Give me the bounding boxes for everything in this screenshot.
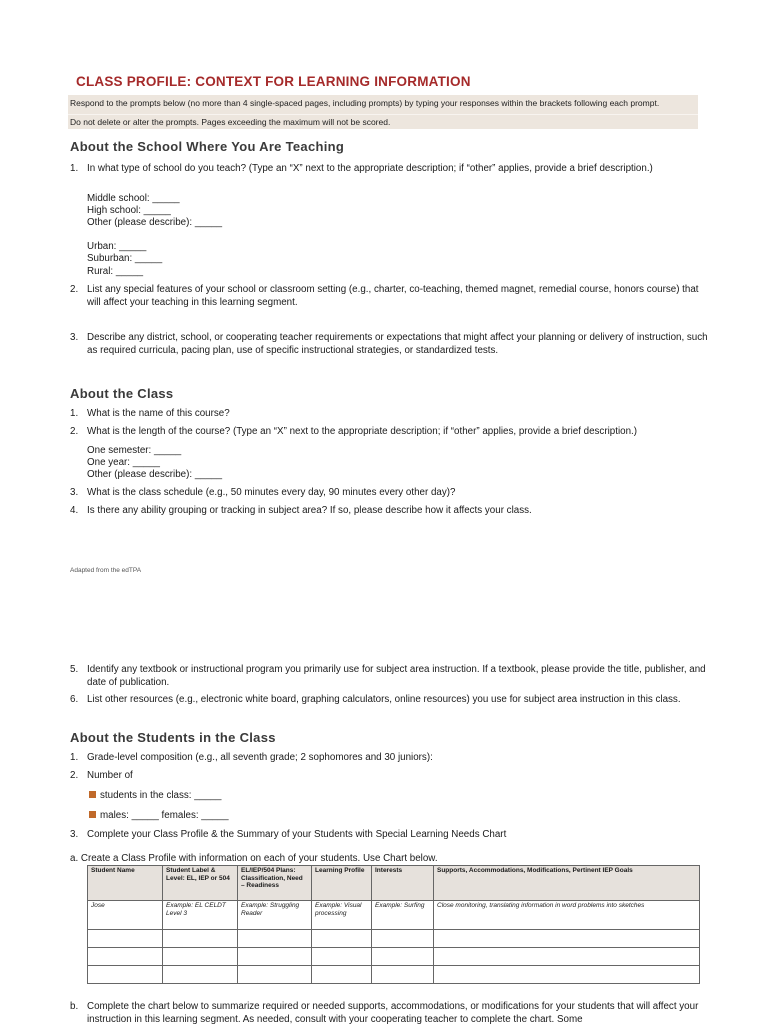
question-number: 3.: [70, 829, 79, 840]
question-number: 2.: [70, 770, 79, 781]
question-number: 1.: [70, 408, 79, 419]
section-heading-school: About the School Where You Are Teaching: [70, 139, 345, 154]
question-number: 5.: [70, 664, 79, 675]
question-text: Number of: [87, 770, 133, 781]
table-cell: Close monitoring, translating information in word problems into sketches: [434, 901, 700, 930]
table-cell[interactable]: [434, 948, 700, 966]
question-text: What is the name of this course?: [87, 408, 230, 419]
table-row: [88, 930, 700, 948]
column-header: EL/IEP/504 Plans: Classification, Need – Readiness: [238, 866, 312, 901]
bullet-text: males: _____ females: _____: [100, 810, 229, 821]
table-cell[interactable]: [163, 966, 238, 984]
table-cell[interactable]: [163, 930, 238, 948]
column-header: Learning Profile: [312, 866, 372, 901]
column-header: Student Name: [88, 866, 163, 901]
question-number: 2.: [70, 284, 79, 295]
question-number: 2.: [70, 426, 79, 437]
instruction-a: a. Create a Class Profile with information on each of your students. Use Chart below.: [70, 853, 438, 864]
question-text: What is the class schedule (e.g., 50 minutes every day, 90 minutes every other day)?: [87, 487, 456, 498]
table-cell[interactable]: [88, 948, 163, 966]
question-number: 1.: [70, 752, 79, 763]
question-number: 1.: [70, 163, 79, 174]
question-class-profile: [70, 829, 710, 842]
table-cell: Example: Struggling Reader: [238, 901, 312, 930]
question-text: Complete your Class Profile & the Summary of your Students with Special Learning Needs Chart: [87, 829, 507, 840]
option-urban: Urban: _____: [87, 241, 147, 252]
question-ability-grouping: [70, 505, 710, 518]
question-text: Complete the chart below to summarize required or needed supports, accommodations, or modifications for your students that will affect your instruction in this learning segment. As needed, consult with your cooperating teacher to complete the chart. Some: [87, 1001, 699, 1025]
bullet-square-icon: [89, 791, 96, 798]
question-school-type: [70, 163, 710, 176]
section-heading-class: About the Class: [70, 386, 174, 401]
table-cell[interactable]: [163, 948, 238, 966]
table-cell[interactable]: [434, 966, 700, 984]
table-cell[interactable]: [88, 966, 163, 984]
question-number: 3.: [70, 487, 79, 498]
table-cell: Example: Surfing: [372, 901, 434, 930]
table-cell: Example: EL CELDT Level 3: [163, 901, 238, 930]
table-row: [88, 948, 700, 966]
question-text: List other resources (e.g., electronic white board, graphing calculators, online resources) you use for subject area instruction in this class.: [87, 694, 681, 705]
table-row: [88, 966, 700, 984]
document-title: CLASS PROFILE: CONTEXT FOR LEARNING INFORMATION: [76, 74, 471, 89]
option-middle-school: Middle school: _____: [87, 193, 180, 204]
table-cell[interactable]: [238, 966, 312, 984]
bullet-students-count: [89, 790, 221, 801]
question-number: 6.: [70, 694, 79, 705]
table-cell: Jose: [88, 901, 163, 930]
question-text: In what type of school do you teach? (Type an “X” next to the appropriate description; if “other” applies, provide a brief description.): [87, 163, 653, 174]
question-number-of: [70, 770, 710, 783]
question-text: Grade-level composition (e.g., all seventh grade; 2 sophomores and 30 juniors):: [87, 752, 433, 763]
table-cell[interactable]: [88, 930, 163, 948]
instructions-line-1: Respond to the prompts below (no more than 4 single-spaced pages, including prompts) by typing your responses within the brackets following each prompt.: [68, 95, 698, 114]
option-suburban: Suburban: _____: [87, 253, 163, 264]
question-supports-chart: [70, 1001, 710, 1026]
table-cell[interactable]: [238, 948, 312, 966]
question-number: b.: [70, 1001, 79, 1012]
table-cell[interactable]: [238, 930, 312, 948]
table-cell[interactable]: [434, 930, 700, 948]
option-rural: Rural: _____: [87, 266, 144, 277]
question-text: Identify any textbook or instructional program you primarily use for subject area instruction. If a textbook, please provide the title, publisher, and date of publication.: [87, 664, 706, 688]
question-text: Describe any district, school, or cooperating teacher requirements or expectations that might affect your planning or delivery of instruction, such as required curricula, pacing plan, use of specific instructional strategies, or standardized tests.: [87, 332, 708, 356]
question-number: 3.: [70, 332, 79, 343]
option-one-semester: One semester: _____: [87, 445, 182, 456]
question-text: Is there any ability grouping or tracking in subject area? If so, please describe how it affects your class.: [87, 505, 532, 516]
question-grade-composition: [70, 752, 710, 765]
bullet-text: students in the class: _____: [100, 790, 222, 801]
question-special-features: [70, 284, 710, 309]
question-course-name: [70, 408, 710, 421]
bullet-square-icon: [89, 811, 96, 818]
option-other-school: Other (please describe): _____: [87, 217, 223, 228]
table-cell[interactable]: [372, 930, 434, 948]
table-cell[interactable]: [372, 948, 434, 966]
question-requirements: [70, 332, 710, 357]
column-header: Supports, Accommodations, Modifications, Pertinent IEP Goals: [434, 866, 700, 901]
option-other-length: Other (please describe): _____: [87, 469, 223, 480]
option-high-school: High school: _____: [87, 205, 171, 216]
question-textbook: [70, 664, 710, 689]
option-one-year: One year: _____: [87, 457, 160, 468]
table-cell: Example: Visual processing: [312, 901, 372, 930]
question-text: List any special features of your school or classroom setting (e.g., charter, co-teaching, themed magnet, remedial course, honors course) that will affect your teaching in this learning segment.: [87, 284, 699, 308]
table-cell[interactable]: [312, 930, 372, 948]
question-class-schedule: [70, 487, 710, 500]
page-footnote: Adapted from the edTPA: [70, 567, 142, 574]
table-row: [88, 901, 700, 930]
section-heading-students: About the Students in the Class: [70, 730, 276, 745]
question-other-resources: [70, 694, 710, 707]
table-cell[interactable]: [372, 966, 434, 984]
table-cell[interactable]: [312, 948, 372, 966]
table-header-row: [88, 866, 700, 901]
bullet-males-females: [89, 810, 229, 821]
instructions-line-2: Do not delete or alter the prompts. Pages exceeding the maximum will not be scored.: [68, 114, 698, 129]
column-header: Interests: [372, 866, 434, 901]
question-number: 4.: [70, 505, 79, 516]
class-profile-table: [87, 865, 700, 984]
column-header: Student Label & Level: EL, IEP or 504: [163, 866, 238, 901]
question-text: What is the length of the course? (Type an “X” next to the appropriate description; if “other” applies, provide a brief description.): [87, 426, 638, 437]
table-cell[interactable]: [312, 966, 372, 984]
question-course-length: [70, 426, 710, 439]
